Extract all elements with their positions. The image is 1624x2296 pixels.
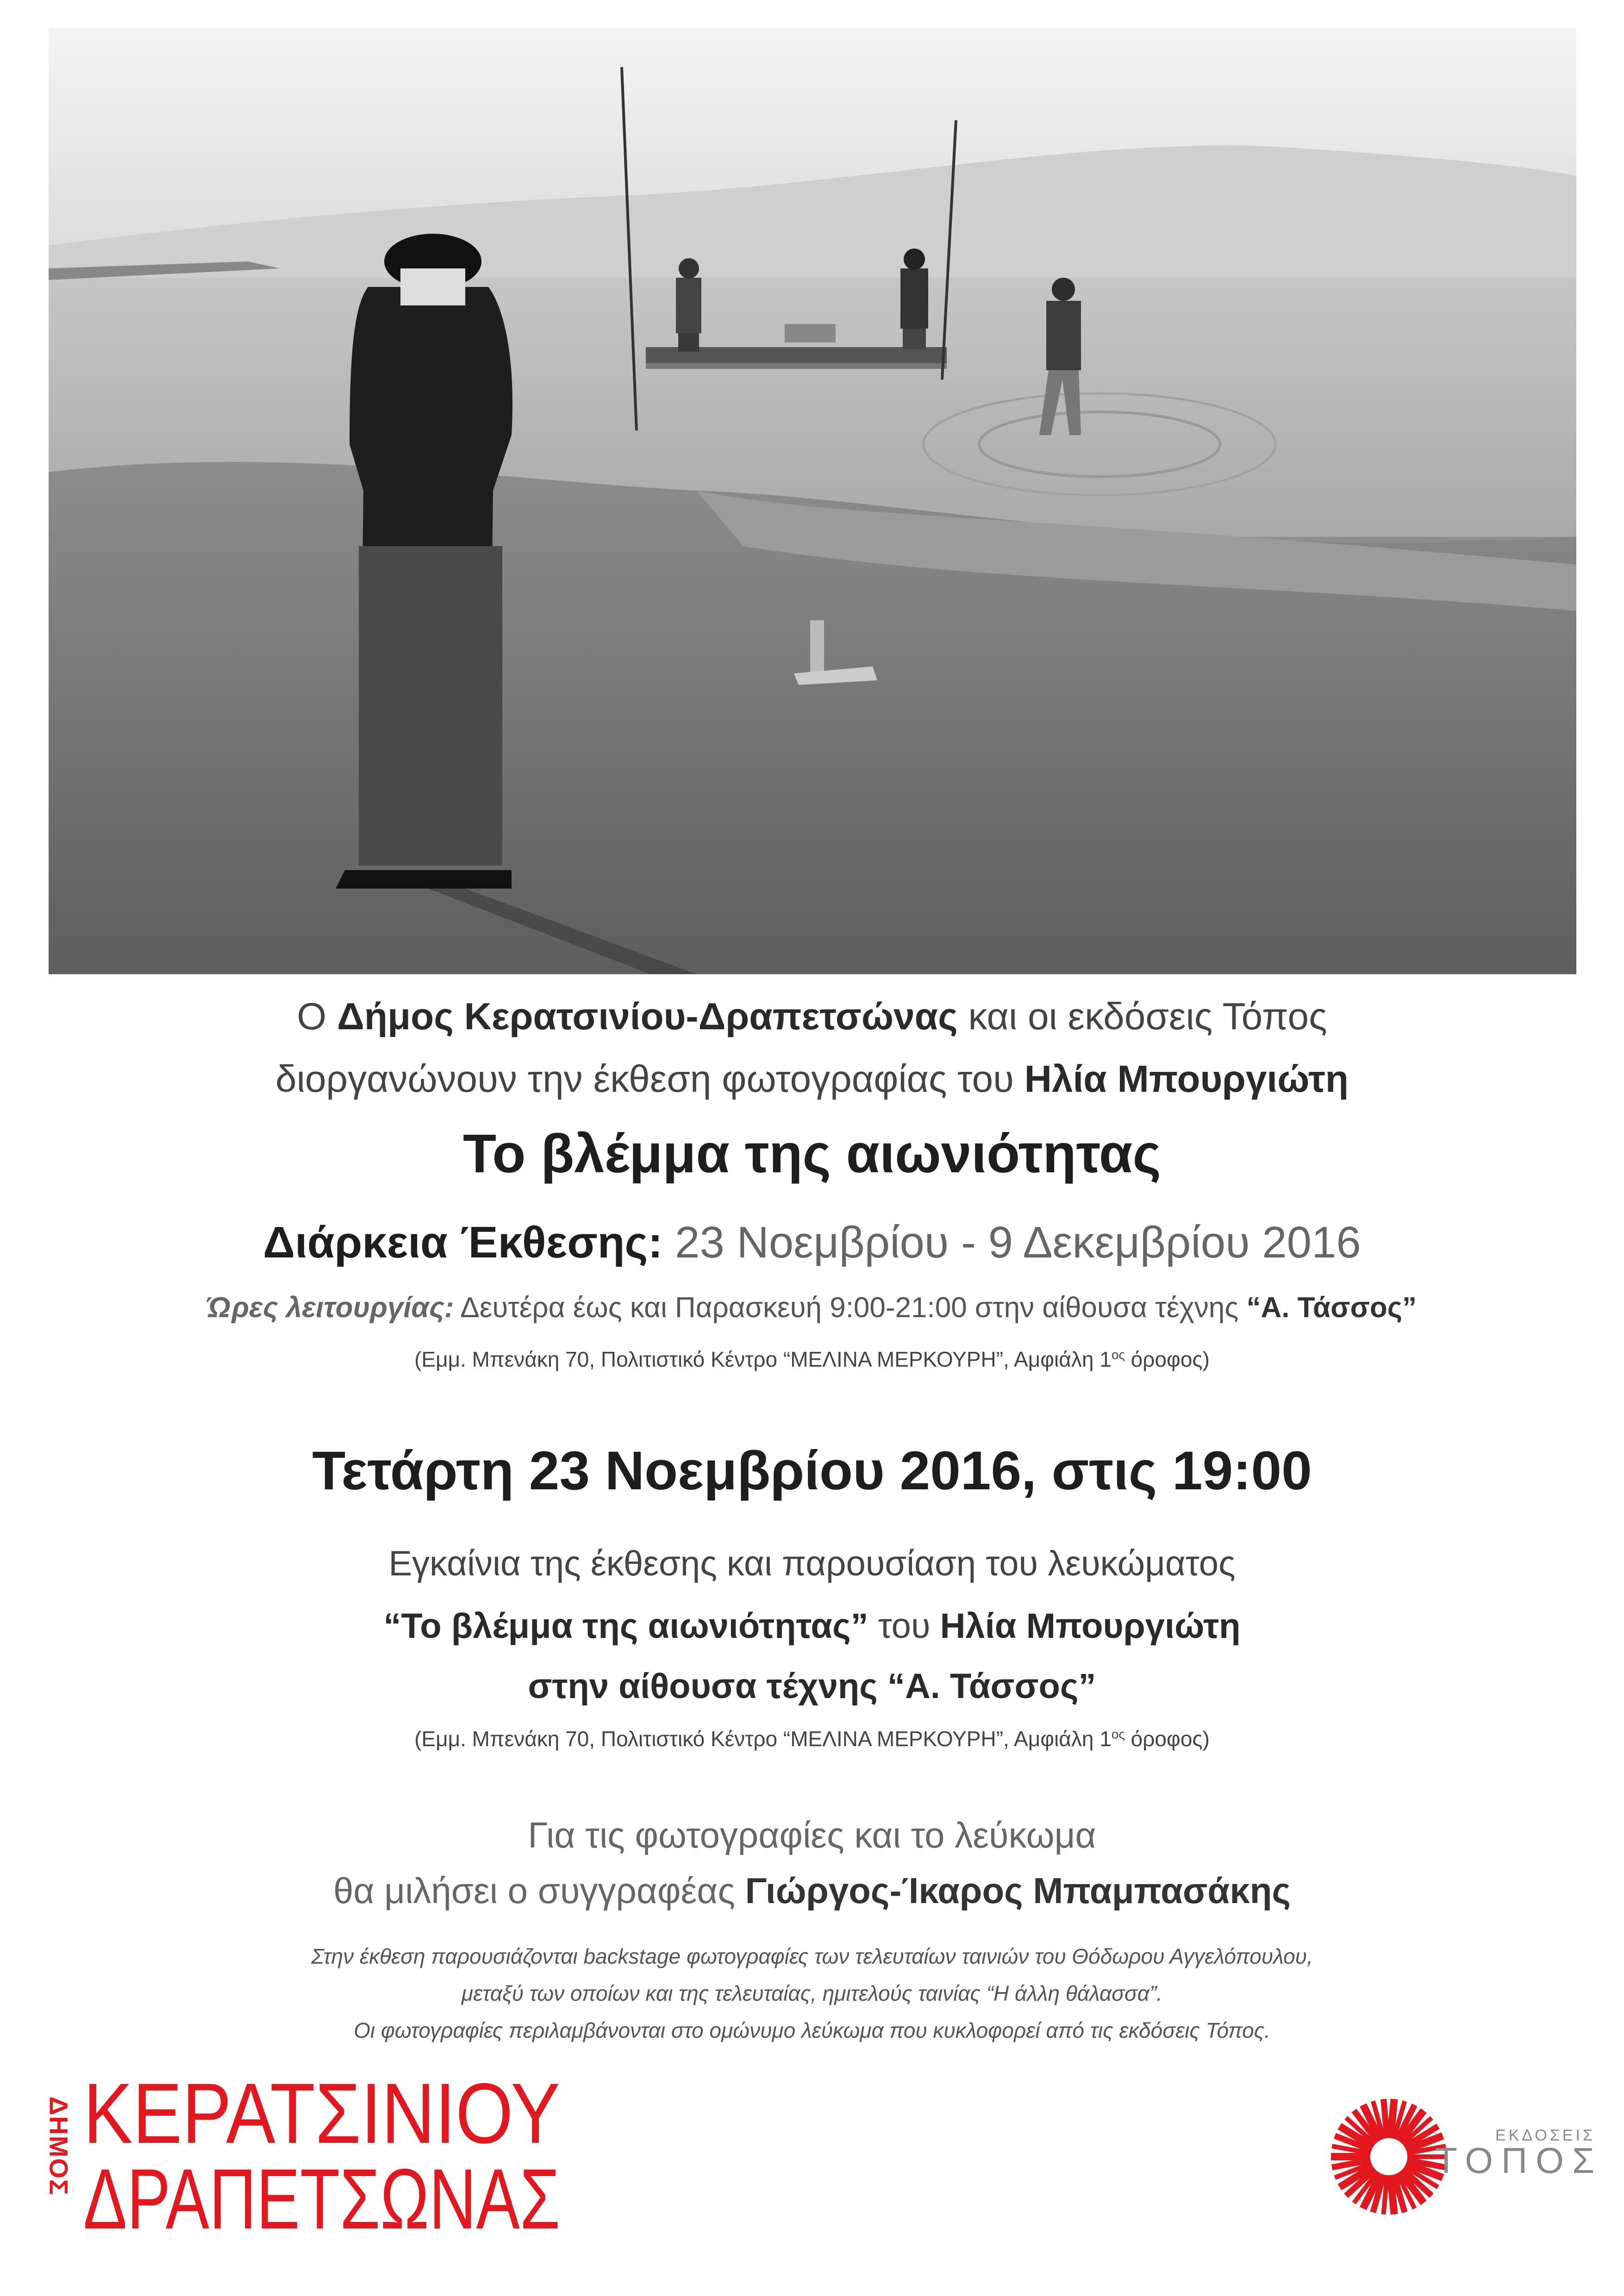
hours-text: Δευτέρα έως και Παρασκευή 9:00-21:00 στην αίθουσα τέχνης <box>454 1292 1247 1324</box>
logo-small-text: ΕΚΔΟΣΕΙΣ <box>1495 2127 1595 2144</box>
municipality-logo-mark <box>44 2066 567 2247</box>
note-line-3: Οι φωτογραφίες περιλαμβάνονται στο ομώνυμο λεύκωμα που κυκλοφορεί από τις εκδόσεις Τόπος. <box>354 2018 1270 2042</box>
opening-hours <box>0 1291 1624 1324</box>
album-title: “Το βλέμμα της αιωνιότητας” <box>383 1606 868 1646</box>
venue-address-2 <box>0 1726 1624 1751</box>
address-text: όροφος) <box>1124 1347 1210 1371</box>
note-line-2: μεταξύ των οποίων και της τελευταίας, ημιτελούς ταινίας “Η άλλη θάλασσα”. <box>461 1981 1163 2005</box>
opening-venue: στην αίθουσα τέχνης “Α. Τάσσος” <box>528 1667 1096 1706</box>
opening-text: του <box>868 1606 940 1646</box>
photographer-name: Ηλία Μπουργιώτη <box>1024 1058 1349 1100</box>
exhibition-duration <box>0 1217 1624 1268</box>
exhibition-title: Το βλέμμα της αιωνιότητας <box>463 1123 1161 1184</box>
logo-line-2: ΔΡΑΠΕΤΣΩΝΑΣ <box>83 2152 560 2247</box>
speaker-line-2 <box>0 1870 1624 1912</box>
logo-line-1: ΚΕΡΑΤΣΙΝΙΟΥ <box>83 2066 560 2161</box>
hours-label: Ώρες λειτουργίας: <box>207 1292 454 1324</box>
intro-text: και οι εκδόσεις Τόπος <box>957 996 1327 1038</box>
photographer-name: Ηλία Μπουργιώτη <box>940 1606 1241 1646</box>
intro-line-2 <box>0 1058 1624 1101</box>
speaker-name: Γιώργος-Ίκαρος Μπαμπασάκης <box>745 1870 1291 1911</box>
venue-address <box>0 1347 1624 1372</box>
address-text: (Εμμ. Μπενάκη 70, Πολιτιστικό Κέντρο “ΜΕΛΙΝΑ ΜΕΡΚΟΥΡΗ”, Αμφιάλη 1 <box>414 1727 1112 1751</box>
address-text: όροφος) <box>1124 1727 1210 1751</box>
municipality-logo <box>44 2066 567 2247</box>
logo-big-text: ΤΟΠΟΣ <box>1435 2140 1603 2181</box>
municipality-name: Δήμος Κερατσινίου-Δραπετσώνας <box>337 996 958 1038</box>
publisher-logo-mark <box>1310 2087 1603 2226</box>
duration-label: Διάρκεια Έκθεσης: <box>263 1218 663 1267</box>
intro-line-1 <box>0 995 1624 1039</box>
venue-name: “Α. Τάσσος” <box>1246 1292 1417 1324</box>
speaker-line-1: Για τις φωτογραφίες και το λεύκωμα <box>528 1815 1096 1855</box>
intro-text: διοργανώνουν την έκθεση φωτογραφίας του <box>275 1058 1024 1100</box>
note-line-1: Στην έκθεση παρουσιάζονται backstage φωτογραφίες των τελευταίων ταινιών του Θόδωρου Αγγελόπουλου, <box>311 1944 1313 1968</box>
opening-line-3 <box>0 1666 1624 1706</box>
speaker-text: θα μιλήσει ο συγγραφέας <box>333 1870 745 1911</box>
sunburst-ray <box>1391 2175 1394 2215</box>
hero-photograph <box>49 28 1576 974</box>
sunburst-ray <box>1383 2099 1387 2139</box>
publisher-logo <box>1310 2087 1603 2226</box>
opening-date: Τετάρτη 23 Νοεμβρίου 2016, στις 19:00 <box>312 1440 1312 1501</box>
duration-value: 23 Νοεμβρίου - 9 Δεκεμβρίου 2016 <box>662 1218 1361 1267</box>
logo-vertical-text: ΔΗΜΟΣ <box>44 2097 74 2196</box>
opening-line-2 <box>0 1606 1624 1646</box>
address-ordinal: ος <box>1111 1727 1125 1742</box>
opening-line-1: Εγκαίνια της έκθεσης και παρουσίαση του λευκώματος <box>388 1544 1236 1583</box>
lake-scene-image <box>49 28 1576 974</box>
address-text: (Εμμ. Μπενάκη 70, Πολιτιστικό Κέντρο “ΜΕΛΙΝΑ ΜΕΡΚΟΥΡΗ”, Αμφιάλη 1 <box>414 1347 1112 1371</box>
address-ordinal: ος <box>1111 1347 1125 1362</box>
sunburst-icon <box>1331 2099 1447 2215</box>
intro-text: Ο <box>297 996 337 1038</box>
